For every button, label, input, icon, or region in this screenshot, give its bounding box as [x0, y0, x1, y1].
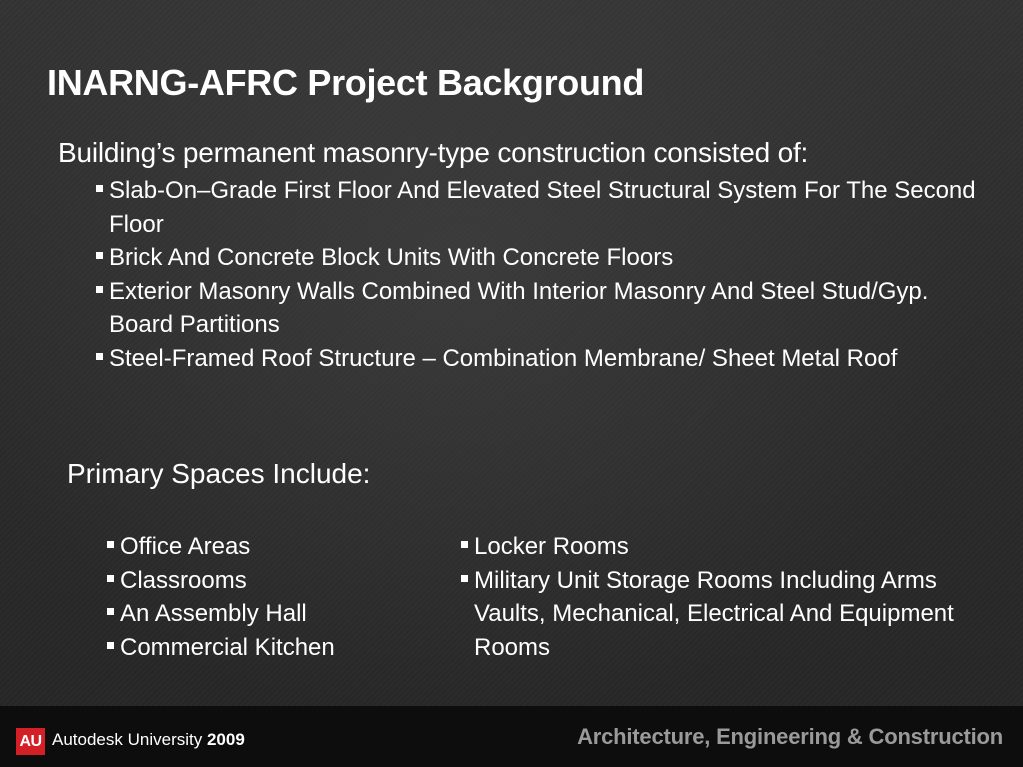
autodesk-university-logo: AU [16, 728, 45, 755]
list-item: Brick And Concrete Block Units With Concrete Floors [94, 241, 994, 275]
slide-title: INARNG-AFRC Project Background [47, 62, 645, 103]
footer-bar [0, 706, 1023, 767]
list-item: Locker Rooms [460, 530, 980, 564]
list-item: Slab-On–Grade First Floor And Elevated Steel Structural System For The Second Floor [94, 174, 994, 241]
list-item: An Assembly Hall [106, 597, 436, 631]
spaces-list-left [106, 530, 436, 664]
track-name: Architecture, Engineering & Construction [577, 724, 1003, 749]
list-item: Steel-Framed Roof Structure – Combination Membrane/ Sheet Metal Roof [94, 342, 994, 376]
spaces-list-right [460, 530, 980, 664]
primary-spaces-heading: Primary Spaces Include: [67, 458, 371, 489]
list-item: Office Areas [106, 530, 436, 564]
list-item: Military Unit Storage Rooms Including Arms Vaults, Mechanical, Electrical And Equipment Rooms [460, 564, 980, 665]
list-item: Classrooms [106, 564, 436, 598]
list-item: Exterior Masonry Walls Combined With Interior Masonry And Steel Stud/Gyp. Board Partitions [94, 275, 994, 342]
brand-year: 2009 [206, 730, 245, 749]
brand-name-text: Autodesk University [52, 730, 203, 749]
intro-text: Building’s permanent masonry-type construction consisted of: [58, 137, 809, 168]
construction-list [94, 174, 994, 375]
brand-name [52, 730, 245, 750]
list-item: Commercial Kitchen [106, 631, 436, 665]
